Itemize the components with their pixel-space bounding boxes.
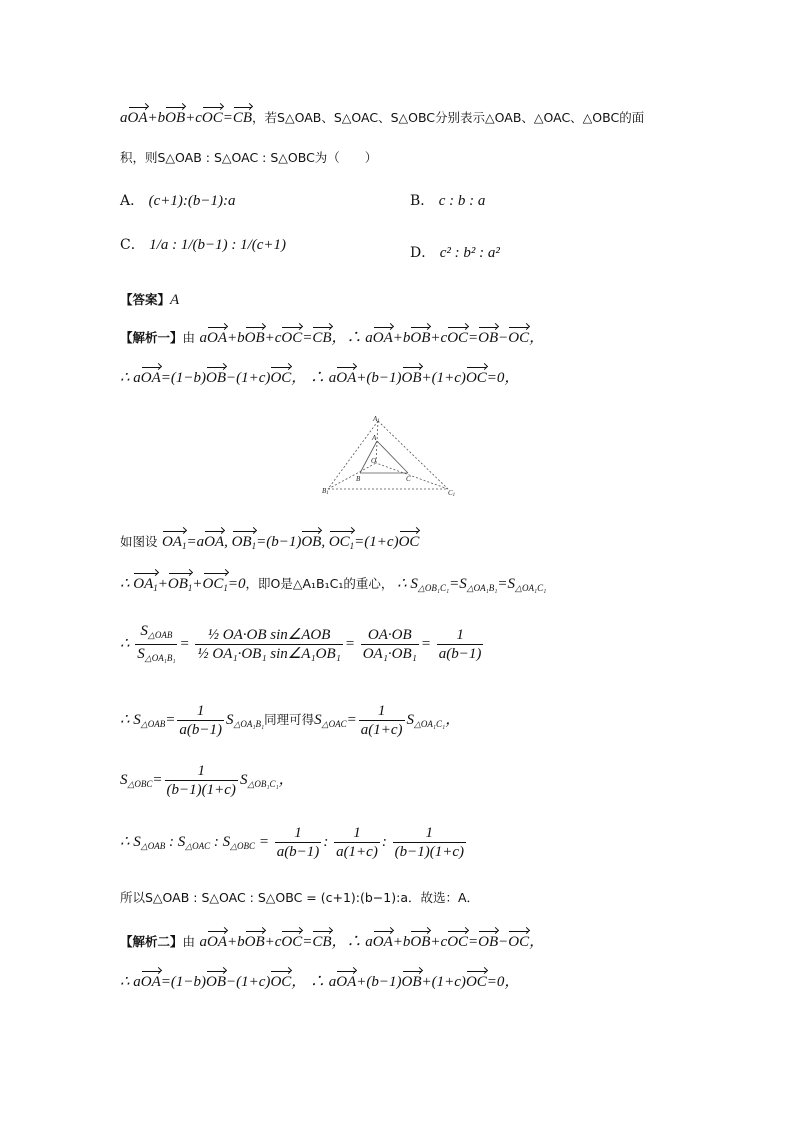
solution1-line-1 [120, 328, 544, 348]
solution1-ratio-line [120, 622, 485, 667]
sol1-eq-1: aOA+bOB+cOC=CB，∴ aOA+bOB+cOC=OB−OC， [199, 330, 545, 346]
solution2-label: 【解析二】 [120, 934, 183, 949]
solution1-label: 【解析一】 [120, 330, 183, 345]
answer-line [120, 290, 179, 310]
option-a [120, 190, 235, 210]
segment-c1-o [376, 463, 448, 489]
answer-value: A [170, 292, 180, 308]
solution1-centroid-line [120, 574, 546, 598]
label-a1: A1 [373, 415, 380, 424]
word-you: 由 [182, 330, 196, 345]
triangle-figure [320, 413, 460, 498]
sol1-eq-2: ∴ aOA=(1−b)OB−(1+c)OC， ∴ aOA+(b−1)OB+(1+c)OC=0， [120, 370, 520, 386]
edge-a1-c1 [378, 421, 448, 489]
option-d [410, 242, 500, 262]
option-c-value: 1/a : 1/(b−1) : 1/(c+1) [149, 237, 287, 253]
centroid-eq: ∴ $OA_1+OB_1+OC_1=0$ [120, 576, 246, 592]
option-a-label: A． [120, 193, 145, 209]
edge-a1-b1 [328, 421, 378, 489]
option-b [410, 190, 485, 210]
option-b-value: c : b : a [438, 193, 486, 209]
label-b: B [356, 475, 361, 483]
option-a-value: (c+1):(b−1):a [148, 193, 236, 209]
vector-equation: aOA+bOB+cOC=CB [120, 110, 253, 126]
similar-eq-2: $S_{\triangle OAC}=$ $\frac{1}{a(1+c)}$ $S_{\triangle OA_1C_1}$， [314, 703, 461, 738]
word-you-2: 由 [182, 934, 196, 949]
problem-text-1: ，若S△OAB、S△OAC、S△OBC分别表示△OAB、△OAC、△OBC的面 [252, 110, 645, 125]
problem-line-2 [120, 148, 377, 168]
edge-a-c [377, 441, 408, 473]
similar-eq-1: ∴ $S_{\triangle OAB}=$ $\frac{1}{a(b-1)}$ $S_{\triangle OA_1B_1}$ [120, 703, 265, 738]
similarly-text: 同理可得 [264, 711, 315, 727]
sol2-eq-1: aOA+bOB+cOC=CB，∴ aOA+bOB+cOC=OB−OC， [199, 934, 545, 950]
label-a: A [372, 434, 377, 442]
solution1-line-2 [120, 368, 519, 388]
option-c [120, 234, 286, 254]
label-o: O [371, 457, 377, 465]
problem-line-1 [120, 108, 644, 128]
answer-label: 【答案】 [120, 292, 171, 307]
label-c: C [406, 475, 411, 483]
solution1-similar-line [120, 702, 460, 739]
problem-text-2: 积，则S△OAB : S△OAC : S△OBC为（ ） [120, 150, 378, 165]
segment-b1-o [328, 463, 376, 489]
option-d-label: D． [410, 245, 436, 261]
option-d-value: c² : b² : a² [439, 245, 500, 261]
solution1-conclusion [120, 888, 479, 908]
label-b1: B1 [322, 487, 329, 496]
option-b-label: B． [410, 193, 435, 209]
obc-eq: $S_{\triangle OBC}=$ $\frac{1}{(b-1)(1+c)}$ $S_{\triangle OB_1C_1}$， [120, 763, 294, 798]
conclusion-text: 所以S△OAB : S△OAC : S△OBC = (c+1):(b−1):a．故选：A． [120, 890, 480, 905]
ratio-eq: ∴ $\frac{S_{\triangle OAB}}{S_{\triangle OA_1B_1}}$ = $\frac{\text{½ OA·OB sin∠AOB}}{\text{½ OA₁·OB₁ sin∠A₁OB₁}}$ = $\frac{OA\cdot OB}{\text{OA₁·OB₁}}$ = $\frac{1}{a(b-1)}$ [120, 636, 485, 652]
solution1-let-line [120, 532, 419, 556]
label-c1: C1 [448, 489, 456, 498]
centroid-text: ，即O是△A₁B₁C₁的重心， [245, 576, 394, 591]
centroid-area-eq: ∴ $S_{\triangle OB_1C_1}=S_{\triangle OA_1B_1}=S_{\triangle OA_1C_1}$ [393, 576, 547, 593]
solution2-line-2 [120, 972, 519, 992]
sol2-eq-2: ∴ aOA=(1−b)OB−(1+c)OC， ∴ aOA+(b−1)OB+(1+c)OC=0， [120, 974, 520, 990]
result-eq: ∴ $S_{\triangle OAB}$ : $S_{\triangle OAC}$ : $S_{\triangle OBC}$ = $\frac{1}{a(b-1)}$ : $\frac{1}{a(1+c)}$ : $\frac{1}{(b-1)(1+c)}$ [120, 825, 464, 860]
solution2-line-1 [120, 932, 544, 952]
solution1-result-line [120, 824, 468, 861]
solution1-obc-line [120, 762, 294, 799]
let-text: 如图设 [120, 534, 158, 549]
let-equations: $OA_1=aOA$, $OB_1=(b-1)OB$, $OC_1=(1+c)OC$ [162, 534, 419, 550]
option-c-label: C． [120, 237, 145, 253]
